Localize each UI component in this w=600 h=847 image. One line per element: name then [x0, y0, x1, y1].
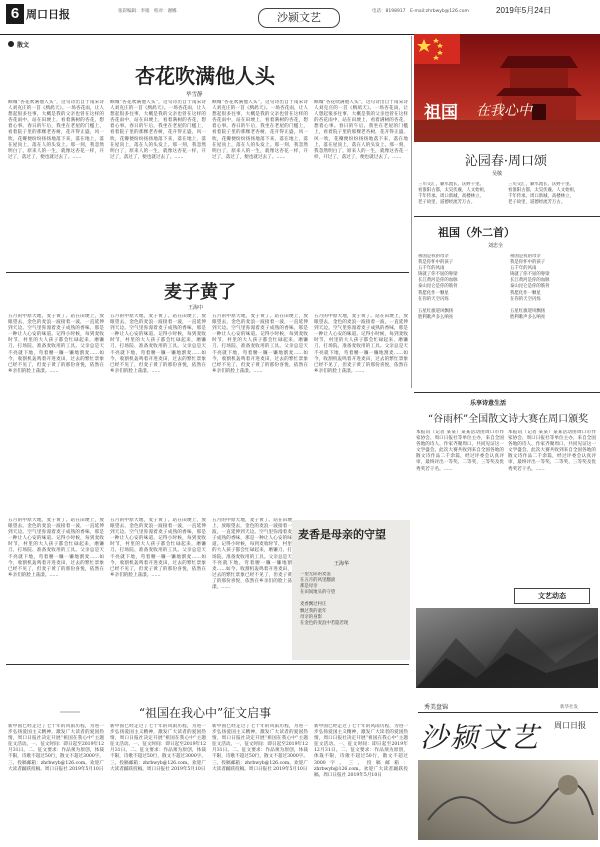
landscape-photo	[416, 608, 598, 688]
notice-title: “祖国在我心中”征文启事	[80, 704, 330, 721]
notice-body-col2: 新中国已经走过了七十年的风雨历程，为进一步弘扬爱国主义精神，激发广大读者的爱国热情，周口日报社决定开展“祖国在我心中”主题征文活动。一、征文时间：即日起至2019年12月31日。二、征文要求：作品须为原创，体裁不限，诗歌不超过50行，散文不超过3000字。三、投稿邮箱：zhrbwyb@126.com。欢迎广大读者踊跃投稿。周口日报社 2019年5月10日	[110, 724, 206, 772]
masthead: 周口日报	[26, 8, 70, 21]
essay1-body-col3: 顾城“杏花吹满他人头”，这句诗出自于南宋诗人刘克庄的一首《鹧鸪天》。一场杏花雨，让人想起很多往事，大概是我的父亲也曾在这样的杏花雨中，站在田埂上，看着满树的杏花，想着心事。春日的午后，我坐在老屋的门槛上，看着院子里的那棵老杏树，花开得正盛，风一吹，花瓣便纷纷扬扬地落下来，落在地上，落在屋顶上，落在人的头发上。那一刻，我忽然明白了，原来人的一生，就像这杏花一样，开过了，落过了，便也就过去了。……	[212, 100, 308, 160]
notice-body-col4: 新中国已经走过了七十年的风雨历程，为进一步弘扬爱国主义精神，激发广大读者的爱国热情，周口日报社决定开展“祖国在我心中”主题征文活动。一、征文时间：即日起至2019年12月31日。二、征文要求：作品须为原创，体裁不限，诗歌不超过50行，散文不超过3000字。三、投稿邮箱：zhrbwyb@126.com。欢迎广大读者踊跃投稿。周口日报社 2019年5月10日	[314, 724, 408, 778]
poem3-title: 麦香是母亲的守望	[298, 528, 386, 541]
essay2-body-col7: 五月的中原大地，麦子黄了。站在田埂上，放眼望去，金色的麦浪一波接着一波，一直延伸到天边。空气里弥漫着麦子成熟的香味，那是一种让人心安的味道。记得小时候，每到麦收时节，村里的大人孩子都会忙碌起来，磨镰刀、打场院、准备麦收用的工具。父亲总是天不亮就下地，弯着腰一镰一镰地割麦……如今，收割机轰鸣着开进麦田，过去的繁忙景象已经不见了，但麦子黄了的那份喜悦，依然在乡亲们的脸上荡漾。……	[212, 518, 292, 591]
section-logo: 沙颍文艺	[420, 721, 541, 754]
competition-body-col2: 本报讯（记者 某某）某某活动由周口市作家协会、周口日报社等单位主办，来自全国各地的诗人、作家齐聚周口，共同见证这一文学盛会。此次大赛共收到来自全国各地的散文诗作品二千余篇，经过评委会认真评审，最终评出一等奖、二等奖、三等奖及优秀奖若干名。……	[508, 430, 596, 472]
notice-body-col1: 新中国已经走过了七十年的风雨历程，为进一步弘扬爱国主义精神，激发广大读者的爱国热情，周口日报社决定开展“祖国在我心中”主题征文活动。一、征文时间：即日起至2019年12月31日。二、征文要求：作品须为原创，体裁不限，诗歌不超过50行，散文不超过3000字。三、投稿邮箱：zhrbwyb@126.com。欢迎广大读者踊跃投稿。周口日报社 2019年5月10日	[8, 724, 104, 772]
poem2-text-right: 祖国是我的母亲 我是你怀中的孩子 五千年的风雨 铸就了你不屈的脊梁 长江黄河是你的血脉 泰山昆仑是你的筋骨 我愿化作一颗星 在你的天空闪烁 五星红旗迎风飘扬 胜利歌声多么响亮	[510, 254, 550, 320]
photo-caption: 秀美盘锦	[424, 704, 449, 711]
essay1-body-col2: 顾城“杏花吹满他人头”，这句诗出自于南宋诗人刘克庄的一首《鹧鸪天》。一场杏花雨，让人想起很多往事，大概是我的父亲也曾在这样的杏花雨中，站在田埂上，看着满树的杏花，想着心事。春日的午后，我坐在老屋的门槛上，看着院子里的那棵老杏树，花开得正盛，风一吹，花瓣便纷纷扬扬地落下来，落在地上，落在屋顶上，落在人的头发上。那一刻，我忽然明白了，原来人的一生，就像这杏花一样，开过了，落过了，便也就过去了。……	[110, 100, 206, 160]
essay2-body-col3: 五月的中原大地，麦子黄了。站在田埂上，放眼望去，金色的麦浪一波接着一波，一直延伸到天边。空气里弥漫着麦子成熟的香味，那是一种让人心安的味道。记得小时候，每到麦收时节，村里的大人孩子都会忙碌起来，磨镰刀、打场院、准备麦收用的工具。父亲总是天不亮就下地，弯着腰一镰一镰地割麦……如今，收割机轰鸣着开进麦田，过去的繁忙景象已经不见了，但麦子黄了的那份喜悦，依然在乡亲们的脸上荡漾。……	[212, 314, 308, 374]
poem1-author: 吴敬	[492, 171, 503, 177]
essay2-body-col6: 五月的中原大地，麦子黄了。站在田埂上，放眼望去，金色的麦浪一波接着一波，一直延伸到天边。空气里弥漫着麦子成熟的香味，那是一种让人心安的味道。记得小时候，每到麦收时节，村里的大人孩子都会忙碌起来，磨镰刀、打场院、准备麦收用的工具。父亲总是天不亮就下地，弯着腰一镰一镰地割麦……如今，收割机轰鸣着开进麦田，过去的繁忙景象已经不见了，但麦子黄了的那份喜悦，依然在乡亲们的脸上荡漾。……	[110, 518, 206, 578]
column-tag-arts-news: 文艺动态	[514, 588, 590, 604]
banner-artwork	[414, 34, 600, 142]
essay2-body-col4: 五月的中原大地，麦子黄了。站在田埂上，放眼望去，金色的麦浪一波接着一波，一直延伸到天边。空气里弥漫着麦子成熟的香味，那是一种让人心安的味道。记得小时候，每到麦收时节，村里的大人孩子都会忙碌起来，磨镰刀、打场院、准备麦收用的工具。父亲总是天不亮就下地，弯着腰一镰一镰地割麦……如今，收割机轰鸣着开进麦田，过去的繁忙景象已经不见了，但麦子黄了的那份喜悦，依然在乡亲们的脸上荡漾。……	[314, 314, 408, 374]
essay1-body-col1: 顾城“杏花吹满他人头”，这句诗出自于南宋诗人刘克庄的一首《鹧鸪天》。一场杏花雨，让人想起很多往事，大概是我的父亲也曾在这样的杏花雨中，站在田埂上，看着满树的杏花，想着心事。春日的午后，我坐在老屋的门槛上，看着院子里的那棵老杏树，花开得正盛，风一吹，花瓣便纷纷扬扬地落下来，落在地上，落在屋顶上，落在人的头发上。那一刻，我忽然明白了，原来人的一生，就像这杏花一样，开过了，落过了，便也就过去了。……	[8, 100, 104, 160]
poem1-title: 沁园春·周口颂	[464, 154, 548, 169]
section-title: 沙颍文艺	[258, 8, 340, 28]
banner-subtitle: 在我心中	[476, 103, 532, 119]
section-divider	[6, 272, 409, 273]
notice-body-col3: 新中国已经走过了七十年的风雨历程，为进一步弘扬爱国主义精神，激发广大读者的爱国热情，周口日报社决定开展“祖国在我心中”主题征文活动。一、征文时间：即日起至2019年12月31日。二、征文要求：作品须为原创，体裁不限，诗歌不超过50行，散文不超过3000字。三、投稿邮箱：zhrbwyb@126.com。欢迎广大读者踊跃投稿。周口日报社 2019年5月10日	[212, 724, 308, 772]
poem2-title: 祖国（外二首）	[438, 226, 515, 239]
banner-image	[414, 34, 600, 142]
poem2-author: 刘忠全	[488, 243, 504, 249]
page-number: 6	[6, 4, 24, 24]
competition-headline: “谷雨杯”全国散文诗大赛在周口颁奖	[427, 414, 589, 425]
divider	[418, 712, 598, 713]
banner-title: 祖国	[424, 103, 458, 123]
section-logo-masthead: 周口日报	[554, 721, 586, 730]
divider	[414, 216, 600, 217]
essay2-title: 麦子黄了	[164, 282, 236, 303]
essay1-title: 杏花吹满他人头	[135, 64, 275, 88]
column-bullet-icon	[8, 41, 14, 47]
divider	[6, 664, 409, 665]
issue-date: 2019年5月24日	[496, 6, 552, 15]
poem2-text-left: 祖国是我的母亲 我是你怀中的孩子 五千年的风雨 铸就了你不屈的脊梁 长江黄河是你的血脉 泰山昆仑是你的筋骨 我愿化作一颗星 在你的天空闪烁 五星红旗迎风飘扬 胜利歌声多么响亮	[418, 254, 458, 320]
contact-info: 电话：8198917 E-mail:zhrbwyb@126.com	[372, 9, 469, 14]
column-label: 乐享诗意生活	[470, 400, 507, 407]
poem1-text-right: 三川交汇，颍水流长，沃野千里。 看淮阳古都，太昊伏羲，人文始祖， 千年传承。周口新城，高楼林立， 老子故里，道德经流芳万古。	[508, 182, 579, 206]
editor-credits: 张彩编辑：李娟 校对：谢娜	[118, 9, 177, 14]
column-tag: 散文	[17, 42, 30, 49]
poem3-text: 一望无际的麦浪 在五月的风里翻滚 那是母亲 在田间地头的守望 麦香飘过村庄 飘过我的童年 母亲的身影 在金色的麦浪中若隐若现	[300, 572, 349, 626]
column-divider	[411, 36, 412, 388]
photo-credit: 新华社发	[560, 705, 578, 710]
poem1-text-left: 三川交汇，颍水流长，沃野千里。 看淮阳古都，太昊伏羲，人文始祖， 千年传承。周口新城，高楼林立， 老子故里，道德经流芳万古。	[418, 182, 489, 206]
essay1-author: 毕雪静	[186, 92, 203, 98]
divider	[414, 392, 600, 393]
essay2-body-col1: 五月的中原大地，麦子黄了。站在田埂上，放眼望去，金色的麦浪一波接着一波，一直延伸到天边。空气里弥漫着麦子成熟的香味，那是一种让人心安的味道。记得小时候，每到麦收时节，村里的大人孩子都会忙碌起来，磨镰刀、打场院、准备麦收用的工具。父亲总是天不亮就下地，弯着腰一镰一镰地割麦……如今，收割机轰鸣着开进麦田，过去的繁忙景象已经不见了，但麦子黄了的那份喜悦，依然在乡亲们的脸上荡漾。……	[8, 314, 104, 374]
essay1-body-col4: 顾城“杏花吹满他人头”，这句诗出自于南宋诗人刘克庄的一首《鹧鸪天》。一场杏花雨，让人想起很多往事，大概是我的父亲也曾在这样的杏花雨中，站在田埂上，看着满树的杏花，想着心事。春日的午后，我坐在老屋的门槛上，看着院子里的那棵老杏树，花开得正盛，风一吹，花瓣便纷纷扬扬地落下来，落在地上，落在屋顶上，落在人的头发上。那一刻，我忽然明白了，原来人的一生，就像这杏花一样，开过了，落过了，便也就过去了。……	[314, 100, 408, 160]
decorative-ink-art	[418, 760, 598, 840]
competition-body-col1: 本报讯（记者 某某）某某活动由周口市作家协会、周口日报社等单位主办，来自全国各地的诗人、作家齐聚周口，共同见证这一文学盛会。此次大赛共收到来自全国各地的散文诗作品二千余篇，经过评委会认真评审，最终评出一等奖、二等奖、三等奖及优秀奖若干名。……	[416, 430, 504, 472]
essay2-body-col2: 五月的中原大地，麦子黄了。站在田埂上，放眼望去，金色的麦浪一波接着一波，一直延伸到天边。空气里弥漫着麦子成熟的香味，那是一种让人心安的味道。记得小时候，每到麦收时节，村里的大人孩子都会忙碌起来，磨镰刀、打场院、准备麦收用的工具。父亲总是天不亮就下地，弯着腰一镰一镰地割麦……如今，收割机轰鸣着开进麦田，过去的繁忙景象已经不见了，但麦子黄了的那份喜悦，依然在乡亲们的脸上荡漾。……	[110, 314, 206, 374]
essay2-author: 王海中	[188, 305, 204, 311]
essay2-body-col5: 五月的中原大地，麦子黄了。站在田埂上，放眼望去，金色的麦浪一波接着一波，一直延伸到天边。空气里弥漫着麦子成熟的香味，那是一种让人心安的味道。记得小时候，每到麦收时节，村里的大人孩子都会忙碌起来，磨镰刀、打场院、准备麦收用的工具。父亲总是天不亮就下地，弯着腰一镰一镰地割麦……如今，收割机轰鸣着开进麦田，过去的繁忙景象已经不见了，但麦子黄了的那份喜悦，依然在乡亲们的脸上荡漾。……	[8, 518, 104, 578]
poem3-author: 王海华	[334, 561, 350, 567]
